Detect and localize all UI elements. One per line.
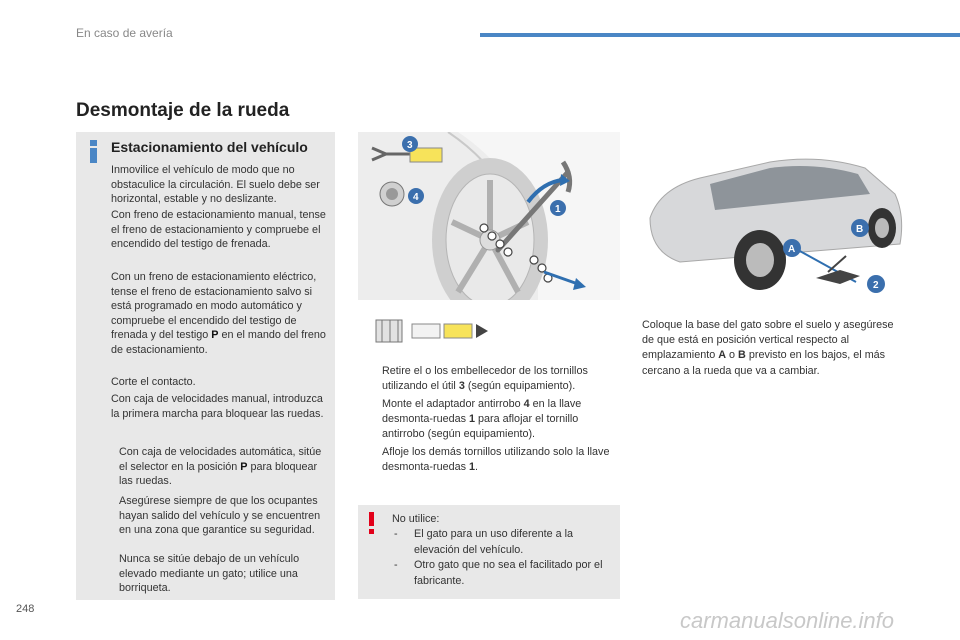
step-mount-adapter: Monte el adaptador antirrobo 4 en la llave desmonta-ruedas 1 para aflojar el tornillo antirrobo (según equipamiento). bbox=[382, 398, 582, 440]
wheel-steps-list bbox=[364, 364, 620, 478]
parking-paragraph-7: Asegúrese siempre de que los ocupantes hayan salido del vehículo y se encuentren en una zona que garantice su seguridad. bbox=[119, 495, 321, 537]
callout-jack-2: 2 bbox=[873, 280, 879, 291]
page-title: Desmontaje de la rueda bbox=[76, 100, 290, 121]
header-accent-bar bbox=[480, 33, 960, 37]
warning-item: - El gato para un uso diferente a la elevación del vehículo. bbox=[394, 528, 574, 556]
warning-intro: No utilice: bbox=[392, 513, 440, 525]
wheel-bolt-removal-illustration bbox=[358, 132, 620, 300]
jack-step-list bbox=[624, 318, 904, 379]
parking-paragraph-5: Con caja de velocidades manual, introduzca la primera marcha para bloquear las ruedas. bbox=[111, 393, 324, 420]
callout-tool-3: 3 bbox=[407, 140, 413, 151]
car-illustration-svg bbox=[620, 132, 930, 302]
warning-item: - Otro gato que no sea el facilitado por el fabricante. bbox=[394, 559, 603, 587]
adapter-svg bbox=[372, 312, 492, 350]
page-number: 248 bbox=[16, 603, 35, 615]
step-loosen-bolts: Afloje los demás tornillos utilizando solo la llave desmonta-ruedas 1. bbox=[382, 446, 610, 473]
warning-list bbox=[392, 527, 612, 589]
parking-paragraph-1: Inmovilice el vehículo de modo que no obstaculice la circulación. El suelo debe ser horizontal, estable y no deslizante. bbox=[111, 164, 320, 206]
parking-box-title: Estacionamiento del vehículo bbox=[111, 139, 308, 155]
callout-adapter-4: 4 bbox=[413, 192, 419, 203]
parking-paragraph-3: Con un freno de estacionamiento eléctrico, tense el freno de estacionamiento salvo si está programado en modo automático y compruebe el encendido del testigo de frenada y del testigo P en el mando del freno de estacionamiento. bbox=[111, 271, 326, 356]
watermark: carmanualsonline.info bbox=[680, 608, 895, 633]
info-icon bbox=[86, 140, 102, 164]
parking-paragraph-2: Con freno de estacionamiento manual, tense el freno de estacionamiento y compruebe el encendido del testigo de frenada. bbox=[111, 209, 326, 251]
adapter-assembly-illustration bbox=[372, 312, 492, 350]
step-place-jack: Coloque la base del gato sobre el suelo y asegúrese de que está en posición vertical respecto al emplazamiento A o B previsto en los bajos, el más cercano a la rueda que va a cambiar. bbox=[642, 319, 894, 377]
wheel-illustration-svg bbox=[358, 132, 620, 300]
warning-icon bbox=[368, 512, 376, 534]
step-remove-covers: Retire el o los embellecedor de los tornillos utilizando el útil 3 (según equipamiento). bbox=[382, 365, 588, 392]
parking-paragraph-4: Corte el contacto. bbox=[111, 376, 196, 388]
parking-paragraph-6: Con caja de velocidades automática, sitúe el selector en la posición P para bloquear las ruedas. bbox=[119, 446, 322, 488]
callout-point-a: A bbox=[788, 244, 796, 255]
callout-wrench-1: 1 bbox=[555, 204, 561, 215]
parking-paragraph-8: Nunca se sitúe debajo de un vehículo elevado mediante un gato; utilice una borriqueta. bbox=[119, 553, 300, 595]
car-jack-illustration bbox=[620, 132, 930, 302]
running-header: En caso de avería bbox=[76, 26, 173, 40]
callout-point-b: B bbox=[856, 224, 864, 235]
